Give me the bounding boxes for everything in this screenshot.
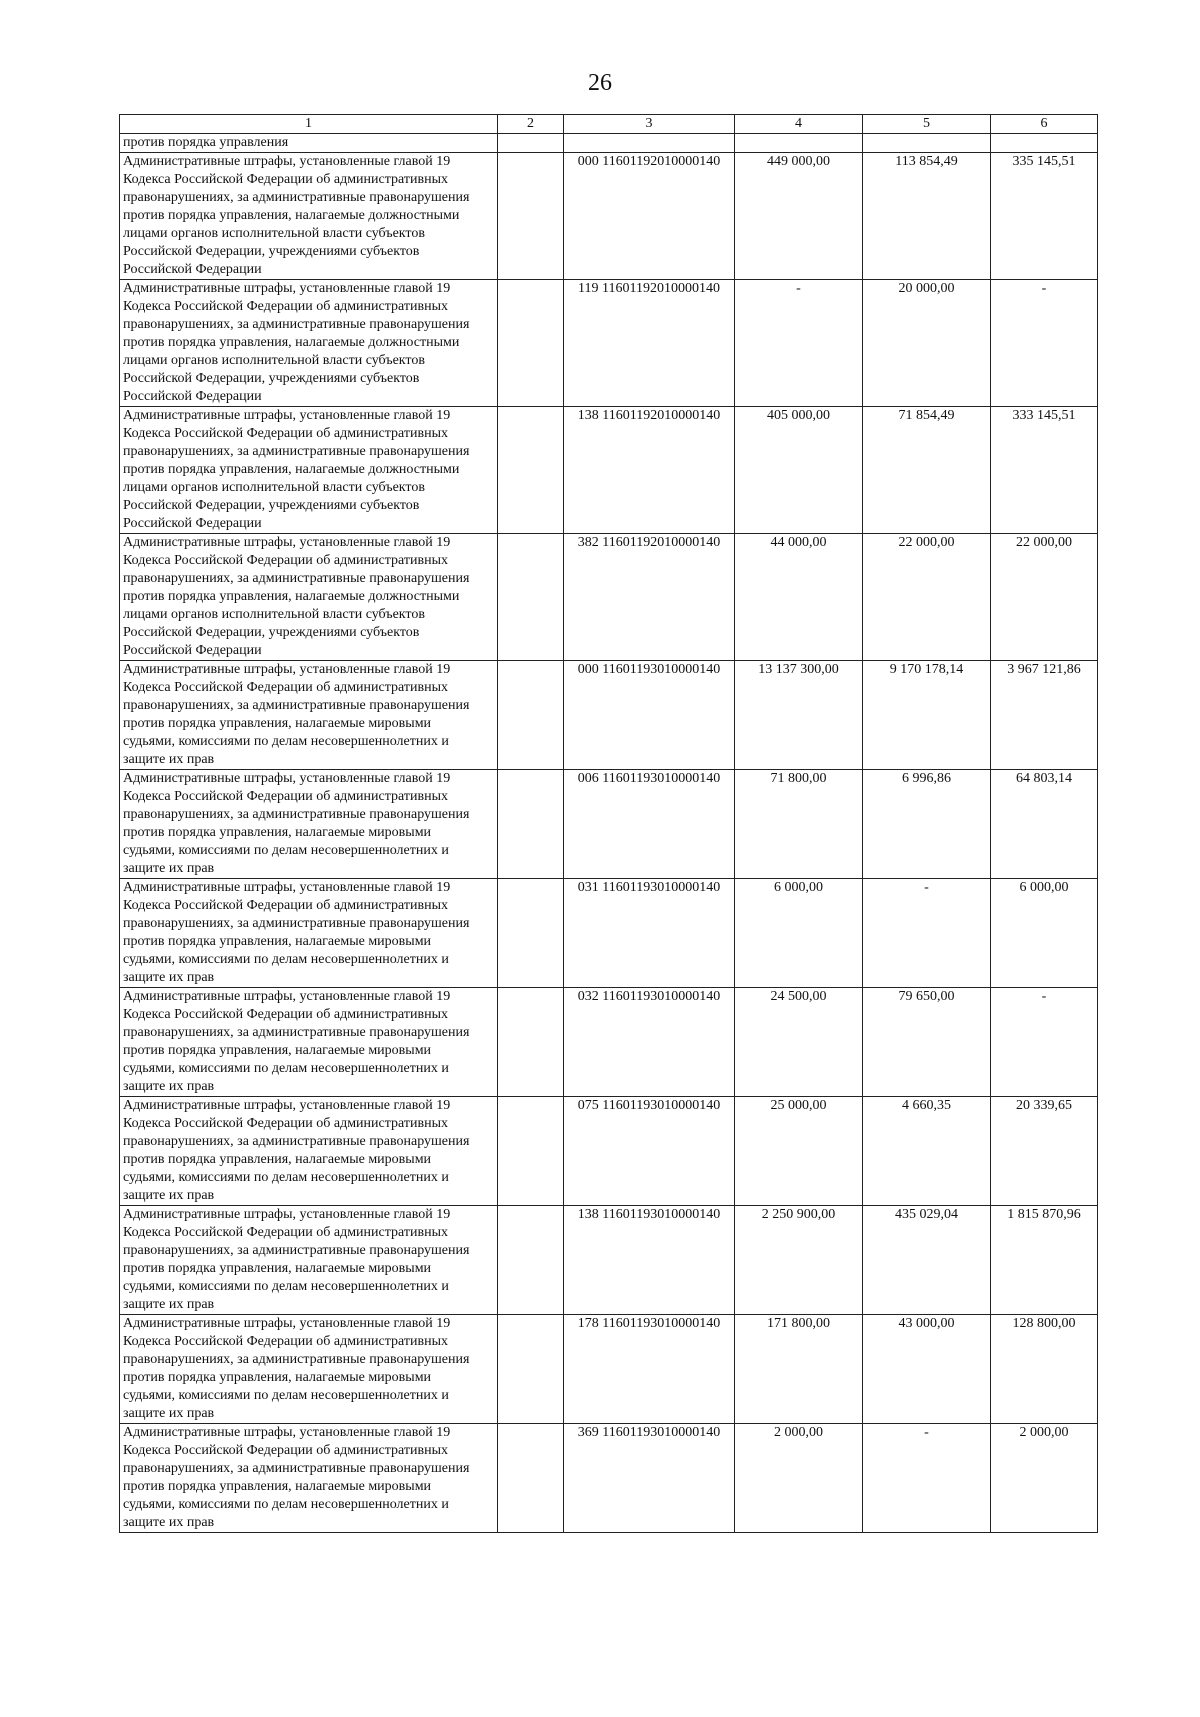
row-plan: 2 250 900,00 xyxy=(735,1206,863,1315)
row-plan: 13 137 300,00 xyxy=(735,661,863,770)
column-header-5: 5 xyxy=(863,115,991,134)
row-actual: 6 996,86 xyxy=(863,770,991,879)
row-plan: 71 800,00 xyxy=(735,770,863,879)
row-name: Административные штрафы, установленные главой 19 Кодекса Российской Федерации об административных правонарушениях, за административные правонарушения против порядка управления, налагаемые мировыми судьями, комиссиями по делам несовершеннолетних и защите их прав xyxy=(120,1206,498,1315)
row-name: Административные штрафы, установленные главой 19 Кодекса Российской Федерации об административных правонарушениях, за административные правонарушения против порядка управления, налагаемые должностными лицами органов исполнительной власти субъектов Российской Федерации, учреждениями субъектов Российской Федерации xyxy=(120,280,498,407)
row-remaining: 20 339,65 xyxy=(991,1097,1098,1206)
row-col2 xyxy=(498,988,564,1097)
row-col2 xyxy=(498,1206,564,1315)
row-name: Административные штрафы, установленные главой 19 Кодекса Российской Федерации об административных правонарушениях, за административные правонарушения против порядка управления, налагаемые мировыми судьями, комиссиями по делам несовершеннолетних и защите их прав xyxy=(120,988,498,1097)
row-plan xyxy=(735,134,863,153)
table-row xyxy=(120,534,1098,661)
table-row xyxy=(120,407,1098,534)
row-actual: 22 000,00 xyxy=(863,534,991,661)
row-actual: - xyxy=(863,1424,991,1533)
column-header-1: 1 xyxy=(120,115,498,134)
row-remaining: 6 000,00 xyxy=(991,879,1098,988)
row-name: Административные штрафы, установленные главой 19 Кодекса Российской Федерации об административных правонарушениях, за административные правонарушения против порядка управления, налагаемые мировыми судьями, комиссиями по делам несовершеннолетних и защите их прав xyxy=(120,1424,498,1533)
row-code: 031 11601193010000140 xyxy=(564,879,735,988)
row-col2 xyxy=(498,770,564,879)
row-actual: 435 029,04 xyxy=(863,1206,991,1315)
row-plan: 44 000,00 xyxy=(735,534,863,661)
row-code: 075 11601193010000140 xyxy=(564,1097,735,1206)
row-actual: - xyxy=(863,879,991,988)
row-name: против порядка управления xyxy=(120,134,498,153)
table-row xyxy=(120,153,1098,280)
row-col2 xyxy=(498,1424,564,1533)
row-remaining: 64 803,14 xyxy=(991,770,1098,879)
column-header-2: 2 xyxy=(498,115,564,134)
row-code: 178 11601193010000140 xyxy=(564,1315,735,1424)
table-row xyxy=(120,879,1098,988)
row-plan: 405 000,00 xyxy=(735,407,863,534)
row-code: 006 11601193010000140 xyxy=(564,770,735,879)
row-name: Административные штрафы, установленные главой 19 Кодекса Российской Федерации об административных правонарушениях, за административные правонарушения против порядка управления, налагаемые должностными лицами органов исполнительной власти субъектов Российской Федерации, учреждениями субъектов Российской Федерации xyxy=(120,407,498,534)
table-row xyxy=(120,988,1098,1097)
row-code: 138 11601193010000140 xyxy=(564,1206,735,1315)
row-plan: 171 800,00 xyxy=(735,1315,863,1424)
row-remaining: 128 800,00 xyxy=(991,1315,1098,1424)
row-code xyxy=(564,134,735,153)
row-code: 369 11601193010000140 xyxy=(564,1424,735,1533)
row-code: 138 11601192010000140 xyxy=(564,407,735,534)
row-plan: 6 000,00 xyxy=(735,879,863,988)
column-header-6: 6 xyxy=(991,115,1098,134)
column-header-4: 4 xyxy=(735,115,863,134)
row-remaining xyxy=(991,134,1098,153)
row-col2 xyxy=(498,153,564,280)
row-code: 032 11601193010000140 xyxy=(564,988,735,1097)
row-remaining: 333 145,51 xyxy=(991,407,1098,534)
row-actual: 43 000,00 xyxy=(863,1315,991,1424)
row-actual: 20 000,00 xyxy=(863,280,991,407)
row-name: Административные штрафы, установленные главой 19 Кодекса Российской Федерации об административных правонарушениях, за административные правонарушения против порядка управления, налагаемые мировыми судьями, комиссиями по делам несовершеннолетних и защите их прав xyxy=(120,1315,498,1424)
row-col2 xyxy=(498,879,564,988)
page-number: 26 xyxy=(588,70,612,96)
table-row xyxy=(120,1206,1098,1315)
row-name: Административные штрафы, установленные главой 19 Кодекса Российской Федерации об административных правонарушениях, за административные правонарушения против порядка управления, налагаемые мировыми судьями, комиссиями по делам несовершеннолетних и защите их прав xyxy=(120,770,498,879)
table-row xyxy=(120,1424,1098,1533)
header-row xyxy=(120,115,1098,134)
row-plan: - xyxy=(735,280,863,407)
table-row xyxy=(120,134,1098,153)
row-plan: 25 000,00 xyxy=(735,1097,863,1206)
row-remaining: 3 967 121,86 xyxy=(991,661,1098,770)
row-actual: 71 854,49 xyxy=(863,407,991,534)
budget-table xyxy=(119,114,1098,1533)
row-col2 xyxy=(498,1315,564,1424)
table-row xyxy=(120,770,1098,879)
row-code: 000 11601192010000140 xyxy=(564,153,735,280)
row-name: Административные штрафы, установленные главой 19 Кодекса Российской Федерации об административных правонарушениях, за административные правонарушения против порядка управления, налагаемые должностными лицами органов исполнительной власти субъектов Российской Федерации, учреждениями субъектов Российской Федерации xyxy=(120,153,498,280)
row-col2 xyxy=(498,534,564,661)
row-name: Административные штрафы, установленные главой 19 Кодекса Российской Федерации об административных правонарушениях, за административные правонарушения против порядка управления, налагаемые должностными лицами органов исполнительной власти субъектов Российской Федерации, учреждениями субъектов Российской Федерации xyxy=(120,534,498,661)
row-code: 119 11601192010000140 xyxy=(564,280,735,407)
row-name: Административные штрафы, установленные главой 19 Кодекса Российской Федерации об административных правонарушениях, за административные правонарушения против порядка управления, налагаемые мировыми судьями, комиссиями по делам несовершеннолетних и защите их прав xyxy=(120,661,498,770)
row-remaining: 2 000,00 xyxy=(991,1424,1098,1533)
row-remaining: 1 815 870,96 xyxy=(991,1206,1098,1315)
table-row xyxy=(120,661,1098,770)
row-plan: 24 500,00 xyxy=(735,988,863,1097)
row-actual xyxy=(863,134,991,153)
row-actual: 4 660,35 xyxy=(863,1097,991,1206)
table-row xyxy=(120,280,1098,407)
row-col2 xyxy=(498,280,564,407)
row-name: Административные штрафы, установленные главой 19 Кодекса Российской Федерации об административных правонарушениях, за административные правонарушения против порядка управления, налагаемые мировыми судьями, комиссиями по делам несовершеннолетних и защите их прав xyxy=(120,879,498,988)
row-actual: 79 650,00 xyxy=(863,988,991,1097)
row-plan: 449 000,00 xyxy=(735,153,863,280)
row-actual: 113 854,49 xyxy=(863,153,991,280)
row-col2 xyxy=(498,134,564,153)
table-row xyxy=(120,1097,1098,1206)
row-col2 xyxy=(498,407,564,534)
row-remaining: - xyxy=(991,280,1098,407)
column-header-3: 3 xyxy=(564,115,735,134)
table-row xyxy=(120,1315,1098,1424)
row-plan: 2 000,00 xyxy=(735,1424,863,1533)
row-col2 xyxy=(498,1097,564,1206)
row-code: 382 11601192010000140 xyxy=(564,534,735,661)
row-col2 xyxy=(498,661,564,770)
row-actual: 9 170 178,14 xyxy=(863,661,991,770)
row-remaining: 335 145,51 xyxy=(991,153,1098,280)
row-remaining: - xyxy=(991,988,1098,1097)
row-name: Административные штрафы, установленные главой 19 Кодекса Российской Федерации об административных правонарушениях, за административные правонарушения против порядка управления, налагаемые мировыми судьями, комиссиями по делам несовершеннолетних и защите их прав xyxy=(120,1097,498,1206)
row-code: 000 11601193010000140 xyxy=(564,661,735,770)
row-remaining: 22 000,00 xyxy=(991,534,1098,661)
